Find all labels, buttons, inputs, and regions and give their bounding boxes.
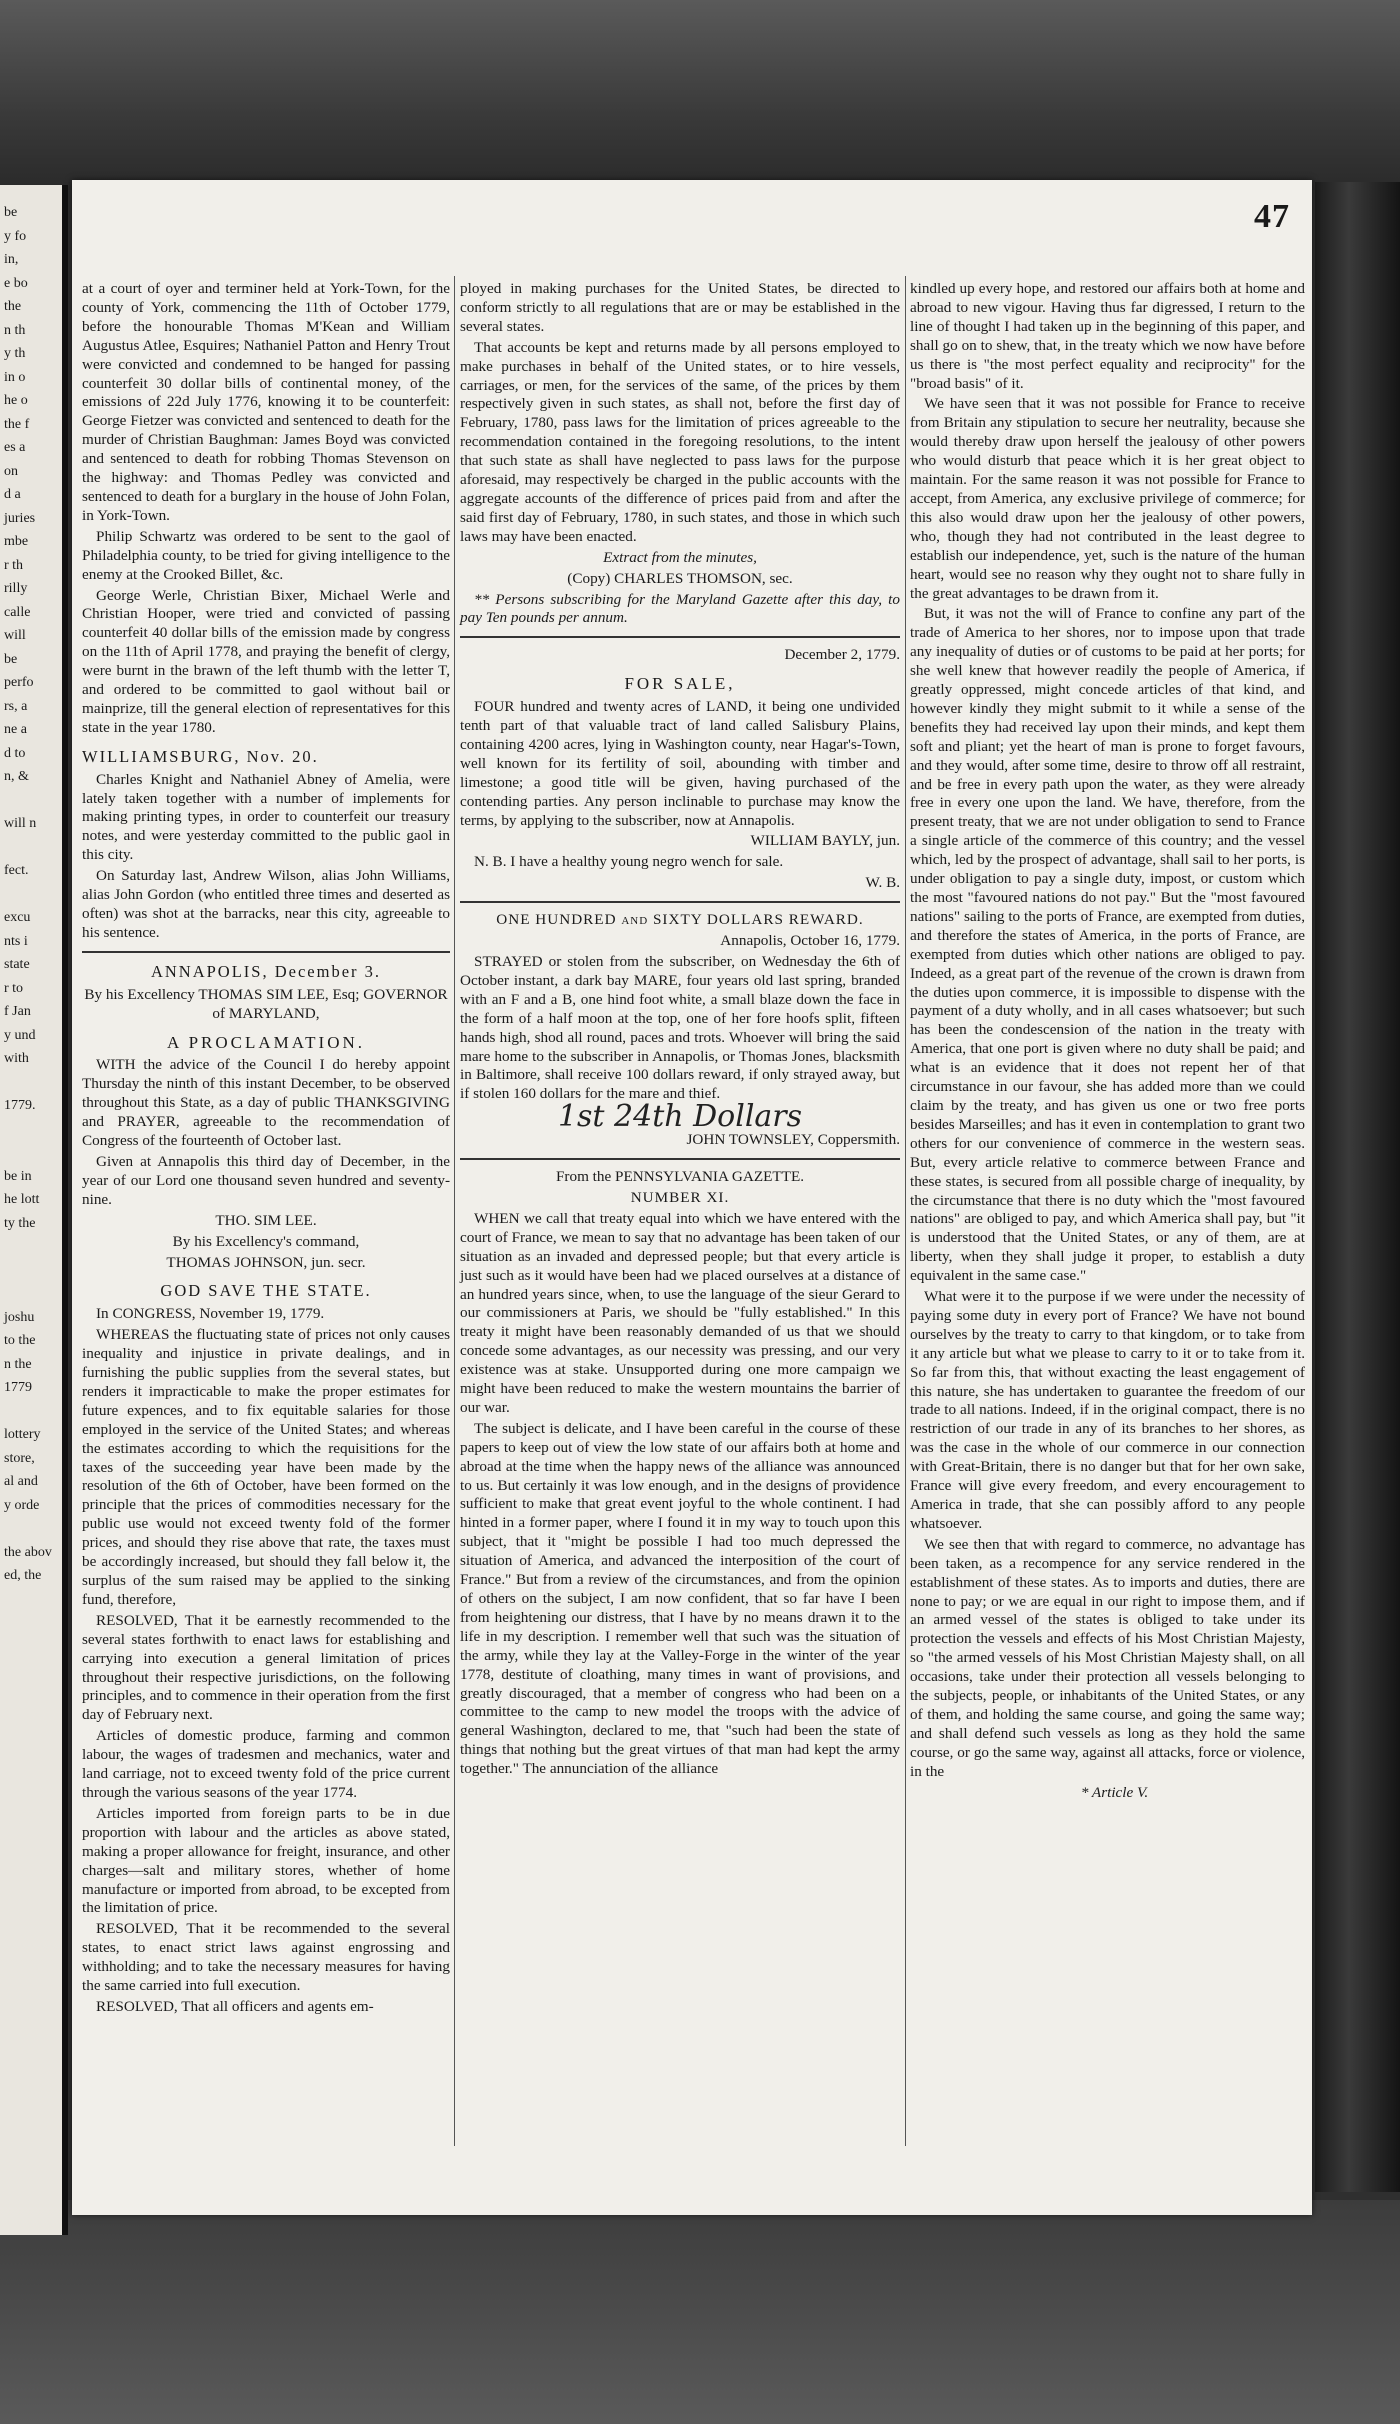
article-paragraph: The subject is delicate, and I have been careful in the course of these papers to keep out of view the low state of our affairs both at home and abroad at the time when the happy news of the alliance was announced to us. But certainly it was low enough, and in the designs of providence sufficient to make that great event joyful to the whole continent. I had hinted in a former paper, where I found it in my way to touch upon this subject, that it "might be possible I had too much depressed the situation of America, and advanced the interposition of the court of France." But from a review of the circumstances, and from the opinion of others on the subject, I am now confident, that so far have I been from heightening our distress, that I have by no means drawn it to the life in my description. I remember well that such was the situation of the army, while they lay at the Valley-Forge in the winter of the year 1778, destitute of cloathing, many times in want of provisions, and greatly discouraged, that a member of congress who had been on a committee to the camp to new model the troops with the advice of general Washington, declared to me, that "such had been the state of things that nothing but the great virtues of that man had kept the army together." The annunciation of the alliance bbox=[460, 1419, 900, 1778]
newspaper-page bbox=[72, 180, 1312, 2215]
facing-page-fragment bbox=[0, 185, 68, 2235]
article-paragraph: kindled up every hope, and restored our affairs both at home and abroad to new vigour. Having thus far digressed, I return to the line of thought I had taken up in the beginning of this paper, and shall go on to shew, that, in the treaty which we now have before us there is "the most perfect equality and reciprocity" for the "broad basis" of it. bbox=[910, 280, 1305, 392]
article-paragraph: Articles imported from foreign parts to be in due proportion with labour and the articles as above stated, making a proper allowance for freight, insurance, and other charges—salt and military stores, whether of home manufacture or imported from abroad, to be excepted from the limitation of price. bbox=[82, 1804, 450, 1917]
article-paragraph: RESOLVED, That all officers and agents em- bbox=[96, 1997, 374, 2015]
motto: GOD SAVE THE STATE. bbox=[160, 1281, 372, 1301]
proclamation-byline: By his Excellency THOMAS SIM LEE, Esq; GOVERNOR of MARYLAND, bbox=[84, 985, 448, 1022]
article-paragraph: Articles of domestic produce, farming and common labour, the wages of tradesmen and mechanics, water and land carriage, not to exceed twenty fold of the price current through the various seasons of the year 1774. bbox=[82, 1727, 450, 1801]
column-middle bbox=[460, 280, 900, 1781]
ad-heading: FOR SALE, bbox=[624, 674, 736, 694]
article-paragraph: WHEREAS the fluctuating state of prices not only causes inequality and injustice in private dealings, and in furnishing the public supplies from the several states, but renders it impracticable to make the proper estimates for future expences, and to fix equitable salaries for those employed in the service of the United States; and whereas the estimates according to which the requisitions for the taxes of the succeeding year have been made by the resolution of the 6th of October, have been formed on the principle that the prices of commodities necessary for the public use would not exceed twenty fold of the former prices, and should they rise above that rate, the taxes must be accordingly increased, but should they fall below it, the surplus of the sum raised may be applied to the sinking fund, therefore, bbox=[82, 1326, 450, 1608]
article-paragraph: On Saturday last, Andrew Wilson, alias John Williams, alias John Gordon (who entitled three times and deserted as often) was shot at the barracks, near this city, agreeable to his sentence. bbox=[82, 867, 450, 941]
scan-background-top bbox=[0, 0, 1400, 190]
article-paragraph: What were it to the purpose if we were under the necessity of paying some duty in every port of France? We have not bound ourselves by the treaty to carry to that kingdom, or to take from it any article but what we please to carry to it or to take from it. So far from this, that without exacting the least engagement of this nature, she has undertaken to guarantee the freedom of our trade to all nations. Indeed, if in the original compact, there is no restriction of our trade in any of its branches to her shores, as was the case in the whole of our commerce in our connection with Great-Britain, there is no danger but that for her own sake, France will give every freedom, and every encouragement to America in trade, that she can possibly afford to any people whatsoever. bbox=[910, 1288, 1305, 1532]
dateline-heading: WILLIAMSBURG, Nov. 20. bbox=[82, 746, 319, 766]
facing-page-text: be y fo in, e bo the n th y th in o he o the f es a on d a juries mbe r th rilly calle will be perfo rs, a ne a d to n, & will n fect. excu nts i state r to f Jan y und with 1779. be in he lott ty the joshu to the n the 1779 lottery store, al and y orde the abov ed, the bbox=[4, 205, 52, 1583]
reprint-heading: From the PENNSYLVANIA GAZETTE. bbox=[555, 1168, 805, 1186]
article-paragraph: Charles Knight and Nathaniel Abney of Amelia, were lately taken together with a number of implements for making printing types, in order to counterfeit our treasury notes, and were yesterday committed to the public gaol in this city. bbox=[82, 770, 450, 864]
handwritten-annotation: 1st 24th Dollars bbox=[557, 1099, 803, 1135]
signature: (Copy) CHARLES THOMSON, sec. bbox=[567, 569, 793, 587]
section-rule bbox=[460, 901, 900, 903]
book-spine-edge bbox=[1315, 182, 1400, 2192]
subscription-notice: ** Persons subscribing for the Maryland Gazette after this day, to pay Ten pounds per annum. bbox=[460, 590, 900, 627]
ad-date: December 2, 1779. bbox=[784, 646, 900, 664]
column-left bbox=[82, 280, 450, 2019]
advertisement-text: STRAYED or stolen from the subscriber, on Wednesday the 6th of October instant, a dark bay MARE, four years old last spring, branded with an F and a B, one hind foot white, a small blaze down the face in the form of a half moon at the top, one of her fore hoofs split, fifteen hands high, shod all round, paces and trots. Whoever will bring the said mare home to the subscriber in Annapolis, or Thomas Jones, blacksmith in Baltimore, shall receive 100 dollars reward, if only strayed away, but if stolen 160 dollars for the mare and thief. bbox=[460, 953, 900, 1103]
article-paragraph: Given at Annapolis this third day of December, in the year of our Lord one thousand seven hundred and seventy-nine. bbox=[82, 1152, 450, 1208]
signature: JOHN TOWNSLEY, Coppersmith. bbox=[686, 1131, 900, 1149]
column-rule bbox=[454, 276, 455, 2146]
article-paragraph: WHEN we call that treaty equal into which we have entered with the court of France, we mean to say that no advantage has been taken of our situation as an invaded and depressed people; but that every article is just such as it would have been had we placed ourselves at a distance of an hundred years since, when, to use the language of the sieur Gerard to our commissioners at Paris, we should be "fully established." In this treaty it might have been reasonably demanded of us that we should concede some advantages, as our necessity was pressing, and our very existence was at stake. Unsupported during one more campaign we might have been reduced to make the western mountains the barrier of our war. bbox=[460, 1209, 900, 1416]
column-rule bbox=[905, 276, 906, 2146]
page-number: 47 bbox=[1254, 198, 1290, 235]
article-paragraph: George Werle, Christian Bixer, Michael Werle and Christian Hooper, were tried and convicted of passing counterfeit 40 dollar bills of the emission made by congress on the 11th of April 1778, and praying the benefit of clergy, were burnt in the brawn of the left thumb with the letter T, and ordered to be committed to gaol without bail or mainprize, till the general election of representatives for this state in the year 1780. bbox=[82, 586, 450, 736]
dateline-heading: In CONGRESS, November 19, 1779. bbox=[96, 1305, 325, 1323]
article-paragraph: WITH the advice of the Council I do hereby appoint Thursday the ninth of this instant December, to be observed throughout this State, as a day of public THANKSGIVING and PRAYER, agreeable to the recommendation of Congress of the fourteenth of October last. bbox=[82, 1056, 450, 1150]
continued-marker: * Article V. bbox=[1080, 1783, 1149, 1801]
article-paragraph: RESOLVED, That it be earnestly recommended to the several states forthwith to enact laws for establishing and carrying into execution a general limitation of prices throughout their respective jurisdictions, on the following principles, and to commence in their operation from the first day of February next. bbox=[82, 1611, 450, 1724]
section-rule bbox=[460, 636, 900, 638]
section-rule bbox=[82, 951, 450, 953]
article-paragraph: Philip Schwartz was ordered to be sent to the gaol of Philadelphia county, to be tried for giving intelligence to the enemy at the Crooked Billet, &c. bbox=[82, 527, 450, 583]
advertisement-text: N. B. I have a healthy young negro wench for sale. bbox=[474, 853, 784, 871]
article-paragraph: ployed in making purchases for the United States, be directed to conform strictly to all regulations that are or may be established in the several states. bbox=[460, 280, 900, 335]
article-paragraph: That accounts be kept and returns made by all persons employed to make purchases in behalf of the United states, or to hire vessels, carriages, or men, for the services of the same, of the prices by them respectively given in such states, as shall not, before the first day of February, 1780, pass laws for the limitation of prices agreeable to the recommendation contained in the foregoing resolutions, to the intent that such state as shall have neglected to pass laws for the purpose aforesaid, may respectively be charged in the public accounts with the aggregate accounts of the difference of prices paid from and after the said first day of February, 1780, in such states, and those in which such laws may have been enacted. bbox=[460, 338, 900, 545]
section-rule bbox=[460, 1158, 900, 1160]
dateline-heading: ANNAPOLIS, December 3. bbox=[150, 961, 382, 981]
number-heading: NUMBER XI. bbox=[630, 1188, 730, 1206]
article-paragraph: But, it was not the will of France to confine any part of the trade of America to her shores, nor to impose upon that trade any inequality of duties or of customs to be paid at her ports; for she well knew that however readily the people of America, if greatly oppressed, might concede articles of that kind, and however kindly they might submit to it while a sense of the benefits they had received lay upon their minds, and kept them soft and pliant; yet the heart of man is prone to forget favours, and they would, after some time, desire to throw off all restraint, and be free in every path upon the water, as they were already free in every one upon the land. We have, therefore, from the present treaty, that we are not under obligation to send to France a single article of the commerce of this country; and the vessel which, led by the prospect of advantage, shall sail to her ports, is under obligation to pay a single duty, impost, or custom which the most "favoured nations do not pay." But the "most favoured nations" sailing to the ports of France, are exempted from duties, and therefore the states of America, in the ports of France, are exempted from duties which other nations are obliged to pay. Indeed, as a great part of the revenue of the crown is drawn from the duties upon commerce, it is impossible to dispense with the payment of a duty wholly, and in all cases whatsoever; but such has been the condescension of the nation in the treaty with America, that one port is given where no duty shall be paid; and what is an evidence that it does not repent her of that circumstance in our favour, she has added more than we could claim by the treaty, and has given us one or two free ports besides Marseilles; and has it even in contemplation to grant two others for our convenience of commerce in the western seas. But, every article relative to commerce between France and these states, is secured from all possible charge of inequality, by the circumstance that there is no duty which the "most favoured nations" are obliged to pay, and which America shall pay, but "it is understood that the United States, or any of them, are at liberty, when they shall judge it proper, to establish a duty equivalent in the same case." bbox=[910, 605, 1305, 1285]
scan-background-bottom bbox=[0, 2200, 1400, 2424]
article-paragraph: RESOLVED, That it be recommended to the several states, to enact strict laws against engrossing and withholding; and to take the necessary measures for having the same carried into full execution. bbox=[82, 1920, 450, 1995]
article-paragraph: We have seen that it was not possible for France to receive from Britain any stipulation to secure her neutrality, because she would thereby draw upon herself the jealousy of other powers who would disturb that peace which it is her great object to maintain. For the same reason it was not possible for France to accept, from America, any exclusive privilege of commerce; for this also would draw upon her the jealousy of other powers, who, though they had not contributed in the least degree to establish our independence, yet, such is the nature of the human heart, would see no reason why they ought not to share fully in the great advantages to be drawn from it. bbox=[910, 395, 1305, 602]
advertisement-text: FOUR hundred and twenty acres of LAND, it being one undivided tenth part of that valuable tract of land called Salisbury Plains, containing 4200 acres, lying in Washington county, near Hagar's-Town, well known for its fertility of soil, abounding with timber and limestone; a good title will be given, having purchased of the contending parties. Any person inclinable to purchase may know the terms, by applying to the subscriber, now at Annapolis. bbox=[460, 698, 900, 829]
extract-note: Extract from the minutes, bbox=[603, 548, 757, 566]
article-paragraph: at a court of oyer and terminer held at York-Town, for the county of York, commencing the 11th of October 1779, before the honourable Thomas M'Kean and William Augustus Atlee, Esquires; Nathaniel Patton and Henry Trout were convicted and condemned to be hanged for passing counterfeit 30 dollar bills of continental money, of the emissions of 22d July 1776, knowing it to be counterfeit: George Fietzer was convicted and sentenced to death for the murder of Christian Baughman: James Boyd was convicted and sentenced to death for robbing Thomas Stevenson on the highway: and Thomas Pedley was convicted and sentenced to death for a burglary in the house of John Folan, in York-Town. bbox=[82, 280, 450, 524]
signature: THO. SIM LEE. bbox=[215, 1211, 317, 1229]
signature: WILLIAM BAYLY, jun. bbox=[750, 832, 900, 850]
ad-date: Annapolis, October 16, 1779. bbox=[720, 932, 900, 950]
column-right bbox=[910, 280, 1305, 1805]
signature-line: By his Excellency's command, bbox=[172, 1232, 360, 1250]
signature: W. B. bbox=[865, 874, 900, 892]
ad-heading: ONE HUNDRED and SIXTY DOLLARS REWARD. bbox=[496, 911, 864, 929]
signature-line: THOMAS JOHNSON, jun. secr. bbox=[166, 1253, 366, 1271]
proclamation-heading: A PROCLAMATION. bbox=[166, 1032, 366, 1052]
article-paragraph: We see then that with regard to commerce, no advantage has been taken, as a recompence for any service rendered in the establishment of these states. As to imports and duties, there are none to pay; or we are equal in our right to impose them, and if an armed vessel of the states is obliged to take under its protection the vessels and effects of his Most Christian Majesty, so "the armed vessels of his Most Christian Majesty shall, on all occasions, take under their protection all vessels belonging to the subjects, people, or inhabitants of the United States, or any of them, and holding the same course, and going the same way; and shall defend such vessels as long as they hold the same course, or go the same way, against all attacks, force or violence, in the bbox=[910, 1535, 1305, 1780]
